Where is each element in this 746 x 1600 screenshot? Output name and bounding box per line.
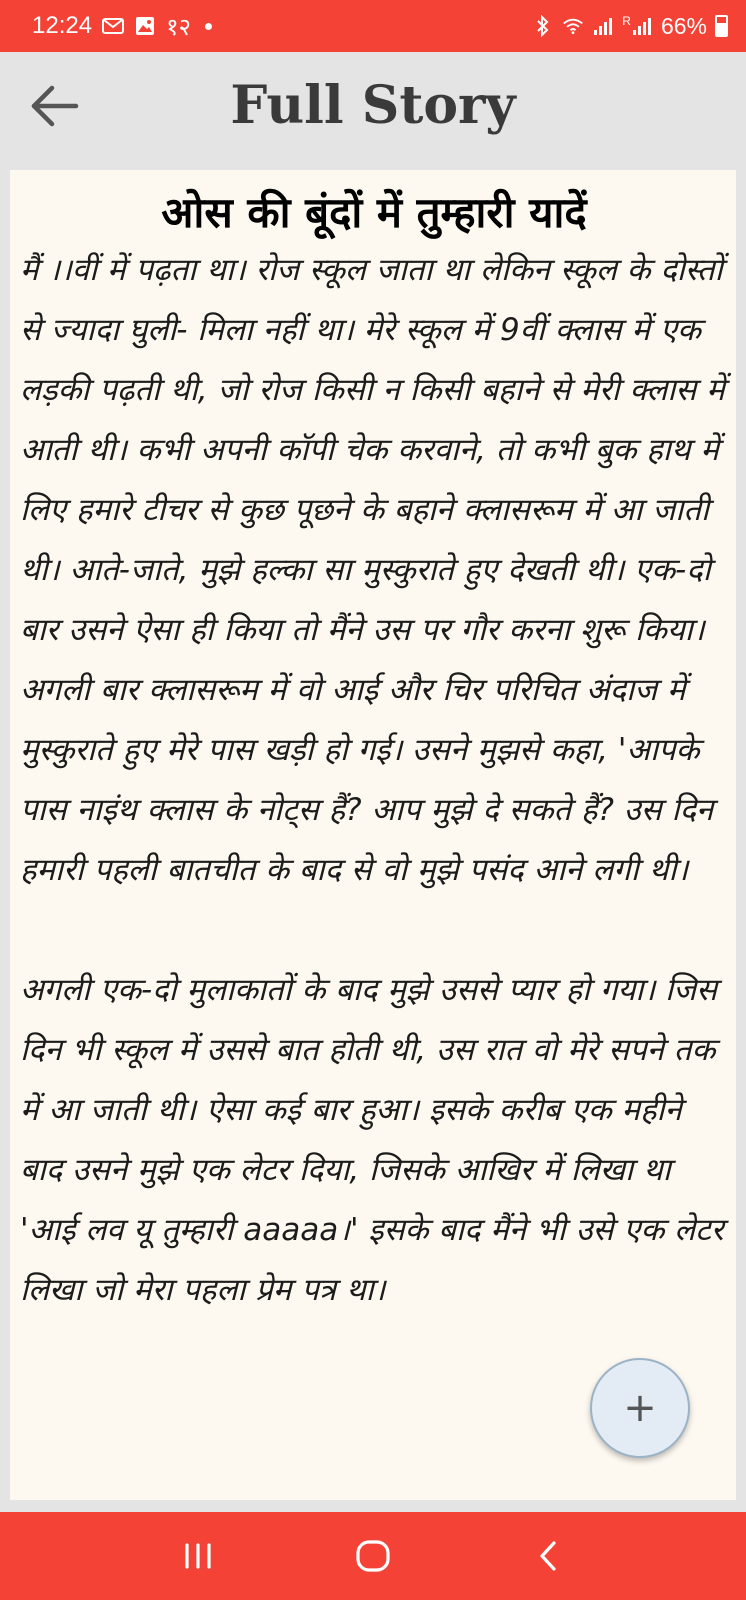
navigation-bar bbox=[0, 1512, 746, 1600]
signal-2-icon bbox=[631, 15, 653, 37]
story-card[interactable] bbox=[10, 170, 736, 1500]
status-left bbox=[32, 10, 212, 43]
status-bar bbox=[0, 0, 746, 52]
add-button[interactable] bbox=[590, 1358, 690, 1458]
nav-back-button[interactable] bbox=[508, 1521, 588, 1591]
story-paragraph-1: मैं ।।वीं में पढ़ता था। रोज स्कूल जाता था लेकिन स्कूल के दोस्तों से ज्यादा घुली- मिला नहीं था। मेरे स्कूल में 9वीं क्लास में एक लड़की पढ़ती थी, जो रोज किसी न किसी बहाने से मेरी क्लास में आती थी। कभी अपनी कॉपी चेक करवाने, तो कभी बुक हाथ में लिए हमारे टीचर से कुछ पूछने के बहाने क्लासरूम में आ जाती थी। आते-जाते, मुझे हल्का सा मुस्कुराते हुए देखती थी। एक-दो बार उसने ऐसा ही किया तो मैंने उस पर गौर करना शुरू किया। अगली बार क्लासरूम में वो आई और चिर परिचित अंदाज में मुस्कुराते हुए मेरे पास खड़ी हो गई। उसने मुझसे कहा, 'आपके पास नाइंथ क्लास के नोट्स हैं? आप मुझे दे सकते हैं? उस दिन हमारी पहली बातचीत के बाद से वो मुझे पसंद आने लगी थी। bbox=[20, 252, 725, 888]
plus-icon: + bbox=[623, 1385, 657, 1431]
bluetooth-icon bbox=[532, 16, 554, 36]
page-title: Full Story bbox=[230, 75, 516, 136]
app-bar bbox=[0, 52, 746, 164]
signal-roaming bbox=[622, 15, 653, 37]
gallery-icon bbox=[134, 16, 156, 36]
home-icon bbox=[355, 1539, 391, 1573]
battery-percent: 66% bbox=[660, 12, 707, 39]
wifi-icon bbox=[562, 16, 584, 36]
signal-icon bbox=[592, 16, 614, 36]
notification-dot-icon bbox=[205, 23, 212, 30]
story-body bbox=[20, 240, 728, 1320]
back-icon bbox=[536, 1539, 560, 1573]
battery-level bbox=[717, 23, 726, 35]
story-title: ओस की बूंदों में तुम्हारी यादें bbox=[161, 188, 587, 237]
home-button[interactable] bbox=[333, 1521, 413, 1591]
battery-icon bbox=[715, 15, 728, 37]
status-time: 12:24 bbox=[32, 12, 93, 39]
story-paragraph-2: अगली एक-दो मुलाकातों के बाद मुझे उससे प्यार हो गया। जिस दिन भी स्कूल में उससे बात होती थी, उस रात वो मेरे सपने तक में आ जाती थी। ऐसा कई बार हुआ। इसके करीब एक महीने बाद उसने मुझे एक लेटर दिया, जिसके आखिर में लिखा था 'आई लव यू तुम्हारी aaaaa।' इसके बाद मैंने भी उसे एक लेटर लिखा जो मेरा पहला प्रेम पत्र था। bbox=[20, 972, 724, 1308]
recent-apps-button[interactable] bbox=[158, 1521, 238, 1591]
status-right bbox=[532, 13, 728, 40]
status-extra-indicator: १२ bbox=[166, 13, 192, 41]
recent-apps-icon bbox=[181, 1541, 215, 1571]
gmail-icon bbox=[102, 16, 124, 36]
signal-roaming-label: R bbox=[622, 14, 631, 28]
paragraph-spacer bbox=[20, 900, 728, 960]
